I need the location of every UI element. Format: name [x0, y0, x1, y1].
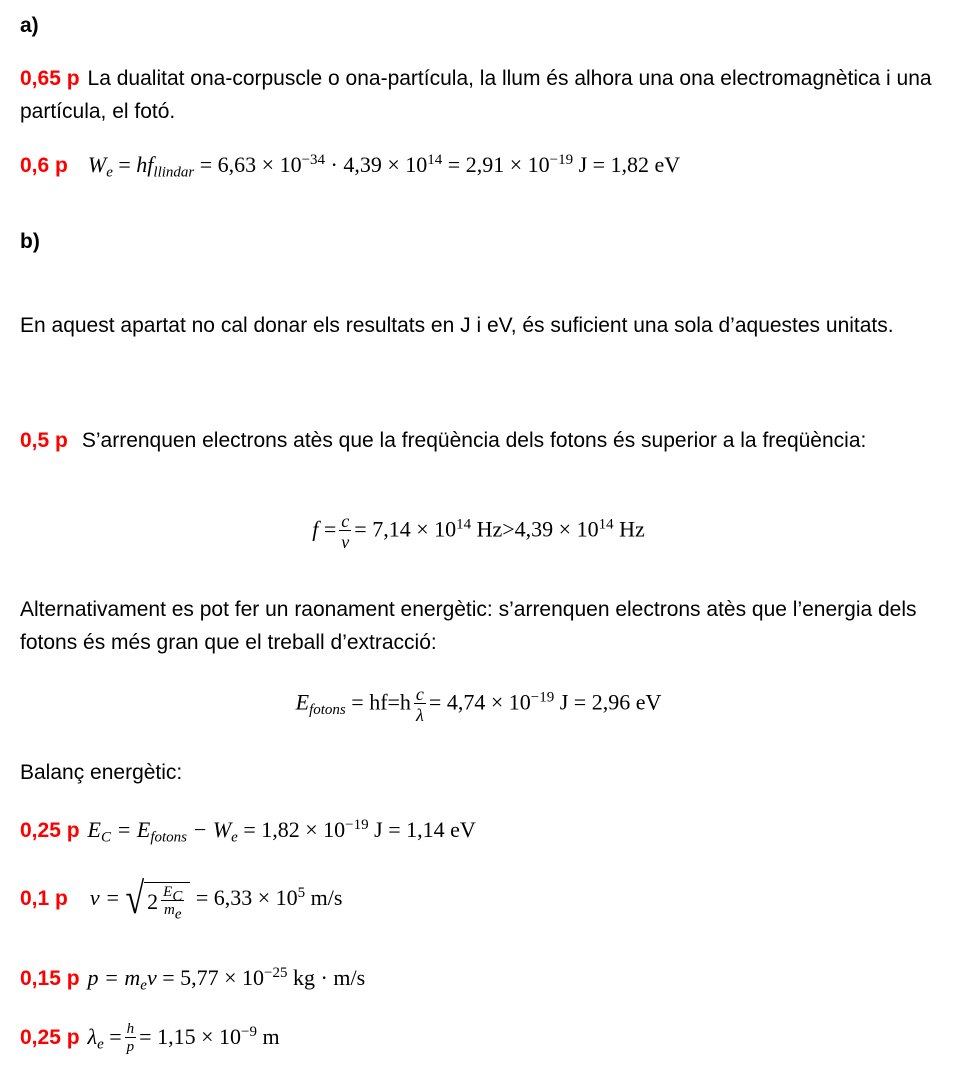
numerator: c [341, 511, 350, 531]
kinetic-energy-item [20, 816, 476, 846]
expr: J = 2,96 eV [554, 689, 662, 715]
equals: = [109, 1023, 122, 1049]
exponent: 5 [297, 884, 306, 901]
section-a-item2 [20, 151, 681, 181]
sub-e: e [231, 829, 238, 846]
denominator: λ [416, 705, 424, 725]
expr: = 4,74 × 10 [428, 689, 531, 715]
expr: = hf=h [351, 689, 411, 715]
expr: = 6,63 × 10 [199, 152, 302, 177]
fraction [339, 512, 351, 551]
velocity-equation [89, 875, 343, 924]
sub-e: e [106, 164, 113, 181]
points-label: 0,6 p [20, 154, 68, 177]
points-label: 0,1 p [20, 887, 68, 911]
expr: · 4,39 × 10 [325, 152, 428, 177]
wavelength-equation [87, 1021, 280, 1055]
item-text: S’arrenquen electrons atès que la freqüència dels fotons és superior a la freqüència: [81, 429, 867, 452]
expr: − W [187, 817, 232, 842]
sub-c: C [101, 829, 112, 846]
numerator: c [415, 684, 424, 704]
expr: m/s [305, 885, 343, 911]
exponent: 14 [598, 516, 614, 533]
expr: = 7,14 × 10 [354, 516, 457, 542]
section-b-heading: b) [20, 230, 40, 253]
sub-llindar: llindar [153, 164, 195, 181]
sub-e: e [97, 1036, 104, 1053]
expr: Hz>4,39 × 10 [471, 516, 599, 542]
exponent: −34 [301, 151, 326, 168]
expr: = 1,82 × 10 [237, 817, 346, 842]
sub-e: e [140, 977, 147, 994]
radical-sign: √ [125, 875, 145, 924]
velocity-item [20, 875, 343, 924]
expr: m [256, 1023, 280, 1049]
expr: kg · m/s [287, 965, 366, 990]
sub-c: C [172, 888, 183, 905]
expr: = 1,15 × 10 [139, 1023, 241, 1049]
var-f: f [312, 516, 319, 542]
fraction [414, 685, 426, 724]
var-hf: hf [136, 152, 154, 177]
exponent: −9 [241, 1023, 257, 1040]
exponent: −19 [530, 689, 555, 706]
exponent: −25 [264, 964, 288, 981]
var-v: v [146, 965, 157, 990]
work-function-equation: $W_e = hf_{llindar} = 6,63 \times 10^{-34} \cdot 4,39 \times 10^{14} = 2,91 \times 10^{-19}$ J = 1,82 eV [87, 151, 681, 181]
section-b-item1 [20, 424, 950, 457]
alternative-text: Alternativament es pot fer un raonament energètic: s’arrenquen electrons atès que l’energia dels fotons és més gran que el treball d’extracció: [20, 598, 917, 654]
expr: J = 1,14 eV [368, 817, 476, 842]
points-label: 0,65 p [20, 67, 80, 90]
section-b-note: En aquest apartat no cal donar els resultats en J i eV, és suficient una sola d’aquestes unitats. [20, 314, 894, 337]
wavelength-item [20, 1022, 280, 1055]
sub-e: e [174, 906, 182, 923]
expr: = 2,91 × 10 [442, 152, 550, 177]
expr: Hz [613, 516, 645, 542]
points-label: 0,25 p [20, 1025, 80, 1049]
expr: = 6,33 × 10 [195, 885, 298, 911]
var-lambda: λ [87, 1023, 98, 1049]
points-label: 0,5 p [20, 429, 68, 452]
frequency-equation: f = $\frac{c}{v}$ = $7,14 \times 10^{14}$ $Hz>4,39 \times 10^{14}$ Hz [312, 511, 645, 552]
coefficient: 2 [147, 888, 159, 914]
item-text: La dualitat ona-corpuscle o ona-partícula, la llum és alhora una ona electromagnètica i una partícula, el fotó. [20, 67, 932, 123]
denominator: v [341, 532, 350, 552]
expr: = 5,77 × 10 [156, 965, 265, 990]
exponent: 14 [427, 151, 443, 168]
momentum-equation [87, 964, 366, 994]
kinetic-energy-equation [87, 816, 476, 846]
expr: v = [89, 885, 120, 911]
points-label: 0,25 p [20, 819, 80, 842]
denominator: p [126, 1039, 135, 1055]
var-e: E [295, 689, 310, 715]
exponent: −19 [345, 816, 369, 833]
photon-energy-equation [0, 685, 957, 724]
sub-fotons: fotons [309, 702, 346, 719]
var-e: E [87, 817, 101, 842]
sub-fotons: fotons [150, 829, 187, 846]
expr: p = m [87, 965, 141, 990]
denominator: m [163, 902, 175, 918]
radicand [144, 882, 190, 923]
expr: J = 1,82 eV [573, 152, 681, 177]
exponent: 14 [456, 516, 472, 533]
balance-label: Balanç energètic: [20, 761, 183, 784]
section-a-item1 [20, 62, 950, 128]
numerator: E [163, 884, 173, 900]
numerator: h [126, 1021, 135, 1037]
var-w: W [87, 152, 107, 177]
momentum-item [20, 964, 366, 994]
fraction [161, 884, 184, 923]
section-a-heading: a) [20, 14, 39, 37]
points-label: 0,15 p [20, 967, 80, 990]
fraction [125, 1022, 137, 1055]
expr: = E [116, 817, 151, 842]
exponent: −19 [549, 151, 574, 168]
square-root [125, 875, 190, 924]
